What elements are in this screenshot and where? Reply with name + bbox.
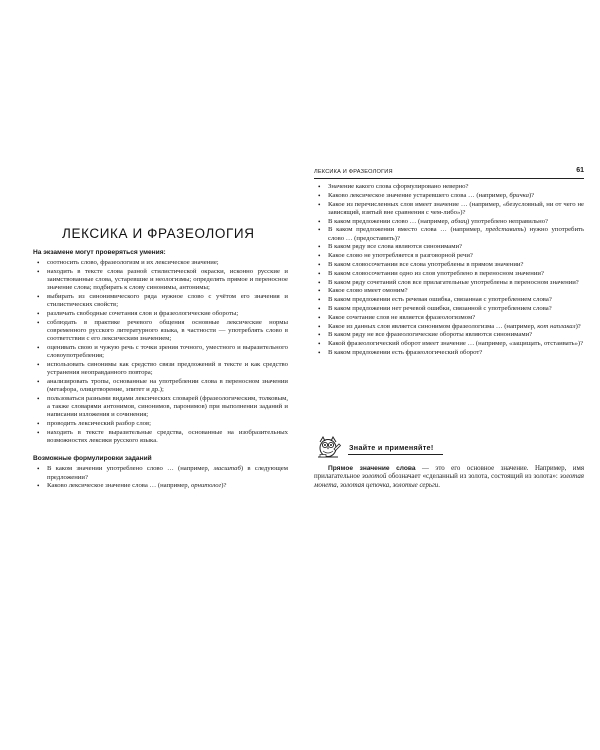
question-example: кот наплакал <box>537 322 576 330</box>
question-item <box>314 296 584 304</box>
left-page-body <box>33 248 288 491</box>
question-example: абзац <box>451 217 468 225</box>
questions-list <box>314 183 584 357</box>
question-text: В каком ряду не все фразеологические обороты являются синонимами? <box>328 331 533 339</box>
question-text: В каком ряду сочетаний слов все прилагательные употреблены в переносном значении? <box>328 278 579 286</box>
chapter-title: ЛЕКСИКА И ФРАЗЕОЛОГИЯ <box>62 226 255 241</box>
skills-list <box>33 259 288 445</box>
running-header <box>314 166 584 179</box>
skill-item: • находить в тексте слова разной стилистической окраски, исконно русские и заимствованные слова, устаревшие и неологизмы; определять прямое и переносное значение слова; подбирать к слову синонимы, антонимы; <box>33 268 288 293</box>
skill-item: • анализировать тропы, основанные на употреблении слова в переносном значении (метафора, олицетворение, эпитет и др.); <box>33 378 288 394</box>
question-item <box>314 270 584 278</box>
question-text: Какое из данных слов является синонимом фразеологизма … (например, <box>328 322 538 330</box>
tasks-heading: Возможные формулировки заданий <box>33 455 152 463</box>
know-and-apply-heading: Знайте и применяйте! <box>349 443 434 452</box>
task-item <box>33 482 288 490</box>
question-tail: )? <box>575 322 581 330</box>
question-text: В каком словосочетании одно из слов употреблено в переносном значении? <box>328 269 544 277</box>
question-text: В каком предложении вместо слова … (например, <box>328 226 486 234</box>
question-item <box>314 192 584 200</box>
task-text: В каком значении употреблено слово … (например, <box>47 465 214 473</box>
task-example: орнитолог <box>190 482 222 490</box>
skill-item: • выбирать из синонимического ряда нужное слово с учётом его значения и стилистических свойств; <box>33 293 288 309</box>
definition-text: . <box>438 481 440 489</box>
skill-item: • пользоваться разными видами лексических словарей (фразеологическим, толковым, а также словарями антонимов, синонимов, паронимов) при выполнении заданий и написании изложения и сочинения; <box>33 395 288 420</box>
question-text: Какой фразеологический оборот имеет значение … (например, «защищать, отстаивать»)? <box>328 340 584 348</box>
task-item <box>33 465 288 481</box>
task-tail: ) в следующем предложении? <box>47 465 288 481</box>
question-item <box>314 279 584 287</box>
question-item <box>314 252 584 260</box>
question-text: В каком предложении есть речевая ошибка, связанная с употреблением слова? <box>328 296 552 304</box>
question-text: Какое слово имеет омоним? <box>328 287 408 295</box>
skill-item: • оценивать свою и чужую речь с точки зрения точного, уместного и выразительного словоупотребления; <box>33 344 288 360</box>
right-page <box>300 0 600 750</box>
question-text: В каком предложении нет речевой ошибки, связанной с употреблением слова? <box>328 304 552 312</box>
skill-item: • различать свободные сочетания слов и фразеологические обороты; <box>33 310 288 318</box>
question-item <box>314 349 584 357</box>
running-title: ЛЕКСИКА И ФРАЗЕОЛОГИЯ <box>314 169 393 175</box>
question-text: В каком предложении слово … (например, <box>328 217 452 225</box>
question-item <box>314 183 584 191</box>
know-and-apply-box <box>314 432 584 458</box>
task-example: масштаб <box>213 465 241 473</box>
question-item <box>314 331 584 339</box>
question-text: Каково лексическое значение устаревшего слова … (например, <box>328 191 510 199</box>
question-text: Какое слово не употребляется в разговорной речи? <box>328 252 473 260</box>
skill-item: • соотносить слово, фразеологизм и их лексическое значение; <box>33 259 288 267</box>
question-text: В каком предложении есть фразеологический оборот? <box>328 348 483 356</box>
question-item <box>314 287 584 295</box>
page-number: 61 <box>576 167 584 174</box>
question-item <box>314 201 584 217</box>
owl-mascot-icon <box>314 432 342 458</box>
skills-heading: На экзамене могут проверяться умения: <box>33 249 166 256</box>
question-example: бричка <box>509 191 529 199</box>
question-tail: )? <box>528 191 535 199</box>
skill-item: • соблюдать в практике речевого общения основные лексические нормы современного русского литературного языка, в частности — употреблять слово в соответствии с его лексическим значением; <box>33 319 288 344</box>
question-item <box>314 261 584 269</box>
skill-item: • находить в тексте выразительные средства, основанные на изобразительных возможностях лексики русского языка. <box>33 429 288 445</box>
task-text: Каково лексическое значение слова … (например, <box>47 482 191 490</box>
question-example: представить <box>485 226 524 234</box>
question-text: В каком словосочетании все слова употреблены в прямом значении? <box>328 260 524 268</box>
question-text: Значение какого слова сформулировано неверно? <box>328 183 469 190</box>
question-item <box>314 323 584 331</box>
definition-term: Прямое значение слова <box>328 465 416 472</box>
question-item <box>314 314 584 322</box>
question-item <box>314 340 584 348</box>
task-tail: )? <box>221 482 227 490</box>
question-item <box>314 218 584 226</box>
skill-item: • проводить лексический разбор слов; <box>33 420 288 428</box>
question-tail: ) нужно употребить слово … (предоставить)? <box>328 226 584 242</box>
question-tail: ) употреблено неправильно? <box>467 217 549 225</box>
question-text: Какое сочетание слов не является фразеологизмом? <box>328 313 476 321</box>
question-item <box>314 243 584 251</box>
question-text: Какое из перечисленных слов имеет значение … (например, «безусловный, ни от чего не зависящий, взятый вне сравнения с чем-либо»)? <box>328 200 584 216</box>
question-item <box>314 226 584 242</box>
right-page-body <box>314 183 584 358</box>
question-item <box>314 305 584 313</box>
definition-text: — это его основное значение. Например, имя прилагательное <box>314 465 584 481</box>
definition-example: золотая монета, золотая цепочка, золотые серьги <box>314 473 584 489</box>
question-text: В каком ряду все слова являются синонимами? <box>328 243 463 251</box>
definition-example: золотой <box>362 473 387 481</box>
skill-item: • использовать синонимы как средство связи предложений в тексте и как средство устранения неоправданного повтора; <box>33 361 288 377</box>
definition-paragraph <box>314 465 584 490</box>
tasks-list <box>33 465 288 490</box>
definition-text: обозначает «сделанный из золота, состоящий из золота»: <box>386 473 560 481</box>
heading-underline <box>348 454 443 455</box>
